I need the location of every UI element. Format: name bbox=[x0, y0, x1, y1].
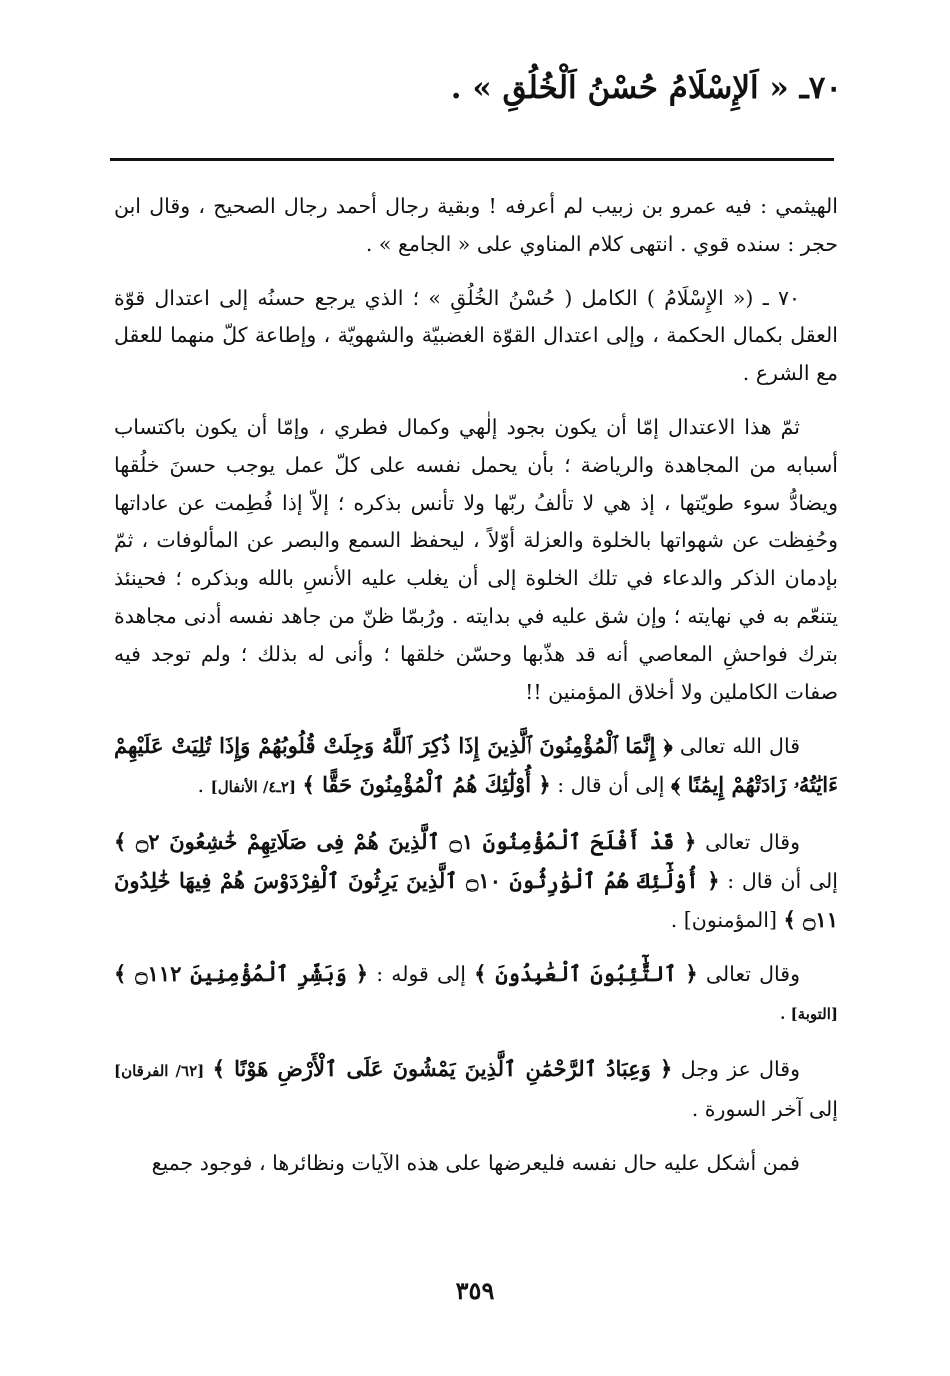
quran-verse: ﴿ أُوْلَٰٓئِكَ هُمُ ٱلْمُؤْمِنُونَ حَقًّا ﴾ bbox=[302, 772, 551, 798]
citation-connector: إلى أن قال : bbox=[557, 773, 665, 798]
paragraph-muminun-citation bbox=[114, 823, 838, 939]
paragraph-hadith-70: ٧٠ ـ (« الإِسْلَامُ ) الكامل ( حُسْنُ الخُلُقِ » ؛ الذي يرجع حسنُه إلى اعتدال قوّة العقل بكمال الحكمة ، وإلى اعتدال القوّة الغضبيّة والشهويّة ، وإطاعة كلّ منهما للعقل مع الشرع . bbox=[114, 285, 838, 386]
citation-intro: وقال تعالى bbox=[705, 962, 800, 987]
quran-verse: ﴿ إِنَّمَا ٱلْمُؤْمِنُونَ ٱلَّذِينَ إِذَا ذُكِرَ ٱللَّهُ وَجِلَتْ قُلُوبُهُمْ وَإِذَا تُلِيَتْ عَلَيْهِمْ ءَايَٰتُهُۥ زَادَتْهُمْ إِيمَٰنًا ﴾ bbox=[114, 733, 838, 798]
citation-intro: وقال عز وجل bbox=[680, 1056, 800, 1081]
citation-intro: وقال تعالى bbox=[705, 829, 800, 854]
paragraph-tawba-citation bbox=[114, 955, 838, 1034]
paragraph-anfal-citation: قال الله تعالى ﴿ إِنَّمَا ٱلْمُؤْمِنُونَ ٱلَّذِينَ إِذَا ذُكِرَ ٱللَّهُ وَجِلَتْ قُلُوبُهُمْ وَإِذَا تُلِيَتْ عَلَيْهِمْ ءَايَٰتُهُۥ زَادَتْهُمْ إِيمَٰنًا ﴾ إلى أن قال : ﴿ أُوْلَٰٓئِكَ هُمُ ٱلْمُؤْمِنُونَ حَقًّا ﴾ [٢ـ٤/ الأنفال] . bbox=[114, 733, 838, 798]
citation-tail: إلى آخر السورة . bbox=[691, 1096, 838, 1121]
surah-reference: [٦٢/ الفرقان] bbox=[114, 1061, 205, 1080]
paragraph-furqan-citation bbox=[114, 1050, 838, 1129]
paragraph-explanation: ثمّ هذا الاعتدال إمّا أن يكون بجود إلٰهي وكمال فطري ، وإمّا أن يكون باكتساب أسبابه من المجاهدة والرياضة ؛ بأن يحمل نفسه على كلّ عمل يوجب حسنَ خلُقها ويضادُّ سوء طويّتها ، إذ هي لا تألفُ ربّها ولا تأنس بذكره ؛ إلاّ إذا فُطِمت عن عاداتها وحُفِظت عن شهواتها بالخلوة والعزلة أوّلاً ، ليحفظ السمع والبصر عن المألوفات ، ثمّ بإدمان الذكر والدعاء في تلك الخلوة إلى أن يغلب عليه الأنسِ بالله وبذكره ؛ فحينئذ يتنعّم به في نهايته ؛ وإن شق عليه في بدايته . ورُبمّا ظنّ من جاهد نفسه أدنى مجاهدة بترك فواحشِ المعاصي أنه قد هذّبها وحسّن خلقها ؛ وأنى له بذلك ؛ ولم توجد فيه صفات الكاملين ولا أخلاق المؤمنين !! bbox=[114, 414, 838, 704]
quran-verse: ﴿ وَعِبَادُ ٱلرَّحْمَٰنِ ٱلَّذِينَ يَمْشُونَ عَلَى ٱلْأَرْضِ هَوْنًا ﴾ bbox=[212, 1055, 673, 1081]
page-number: ٣٥٩ bbox=[455, 1276, 495, 1305]
quran-verse: ﴿ وَبَشِّرِ ٱلْمُؤْمِنِينَ ۝١١٢ ﴾ bbox=[114, 961, 369, 987]
header-divider bbox=[110, 158, 834, 161]
paragraph-continuation: الهيثمي : فيه عمرو بن زبيب لم أعرفه ! وبقية رجال أحمد رجال الصحيح ، وقال ابن حجر : سنده قوي . انتهى كلام المناوي على « الجامع » . bbox=[114, 194, 838, 256]
surah-reference: [المؤمنون] . bbox=[670, 907, 777, 932]
surah-reference: [التوبة] . bbox=[780, 1005, 838, 1024]
quran-verse: ﴿ أُوْلَٰٓئِكَ هُمُ ٱلْوَٰرِثُونَ ۝١٠ ٱلَّذِينَ يَرِثُونَ ٱلْفِرْدَوْسَ هُمْ فِيهَا خَٰلِدُونَ ۝١١ ﴾ bbox=[114, 867, 838, 932]
citation-connector: إلى قوله : bbox=[376, 962, 466, 987]
quran-verse: ﴿ ٱلتَّٰٓئِبُونَ ٱلْعَٰبِدُونَ ﴾ bbox=[474, 961, 698, 987]
page-body bbox=[114, 188, 838, 1198]
hadith-heading: ٧٠ـ « اَلإِسْلَامُ حُسْنُ اَلْخُلُقِ » . bbox=[450, 70, 842, 106]
citation-intro: قال الله تعالى bbox=[679, 734, 800, 759]
citation-connector: إلى أن قال : bbox=[727, 868, 838, 893]
paragraph-closing: فمن أشكل عليه حال نفسه فليعرضها على هذه الآيات ونظائرها ، فوجود جميع bbox=[151, 1150, 800, 1175]
quran-verse: ﴿ قَدْ أَفْلَحَ ٱلْمُؤْمِنُونَ ۝١ ٱلَّذِينَ هُمْ فِى صَلَاتِهِمْ خَٰشِعُونَ ۝٢ ﴾ bbox=[114, 828, 697, 854]
surah-reference: [٢ـ٤/ الأنفال] bbox=[210, 778, 296, 797]
